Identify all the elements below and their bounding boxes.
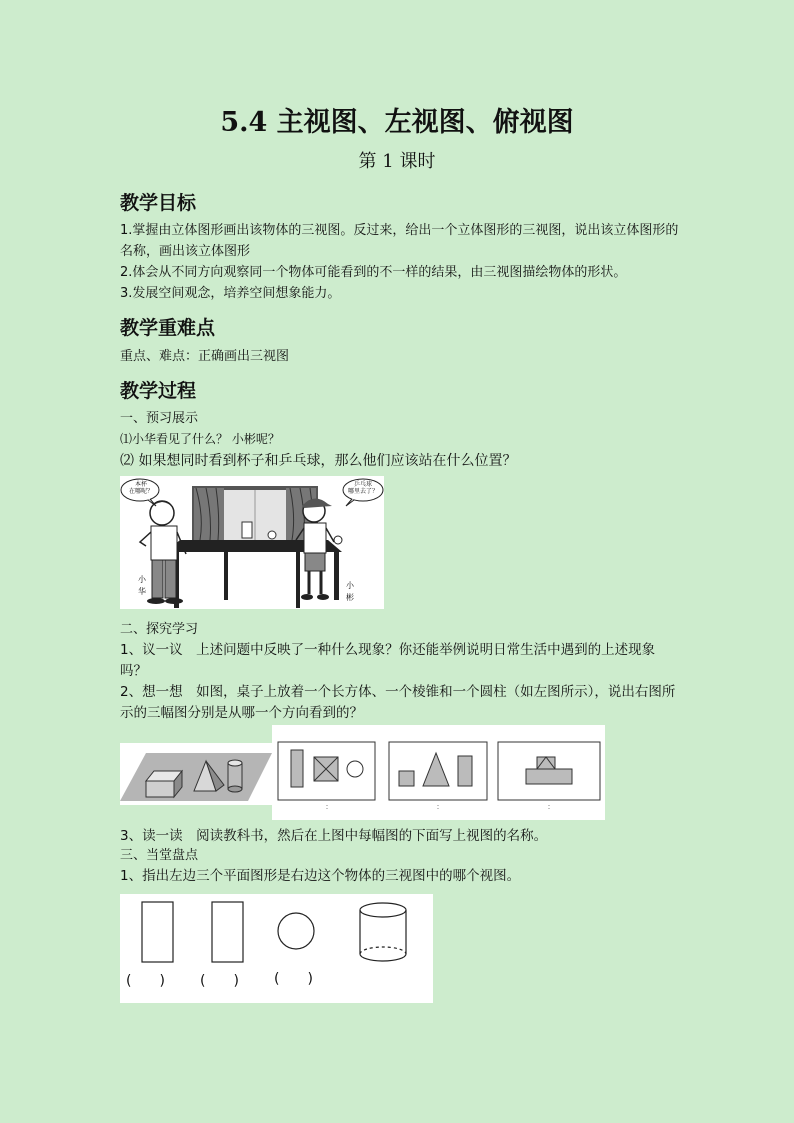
answer-bracket[interactable]: ( )	[200, 973, 239, 989]
goals-heading: 教学目标	[120, 192, 197, 214]
figure-cylinder-views	[120, 894, 433, 1003]
section3-item1: 1、指出左边三个平面图形是右边这个物体的三视图中的哪个视图。	[120, 868, 521, 884]
section2	[120, 619, 680, 724]
section2-item1: 1、议一议 上述问题中反映了一种什么现象？你还能举例说明日常生活中遇到的上述现象吗？	[120, 642, 656, 679]
goal-item: 2.体会从不同方向观察同一个物体可能看到的不一样的结果，由三视图描绘物体的形状。	[120, 265, 627, 280]
section1	[120, 409, 680, 471]
lesson-subtitle: 第 1 课时	[358, 151, 436, 172]
goal-item: 3.发展空间观念，培养空间想象能力。	[120, 286, 341, 301]
page-title: 5.4 主视图、左视图、俯视图	[220, 107, 574, 138]
bubble-right-text: 乒乓球 哪里去了？	[347, 481, 378, 495]
keypoints-heading: 教学重难点	[120, 317, 216, 339]
figure-solids-3d	[120, 743, 272, 805]
label-xiaohua: 小 华	[138, 575, 146, 596]
goals-list	[120, 220, 680, 304]
question-1: ⑴小华看见了什么？ 小彬呢？	[120, 432, 280, 446]
section2-title: 二、探究学习	[120, 622, 199, 637]
bubble-left-text: 本杯 在哪呢？	[128, 481, 153, 495]
section2-3	[120, 827, 680, 886]
figure-boys-table	[120, 476, 384, 609]
figure-three-views	[272, 725, 605, 820]
section2-item3: 3、读一读 阅读教科书，然后在上图中每幅图的下面写上视图的名称。	[120, 828, 548, 844]
answer-bracket[interactable]: ( )	[126, 973, 165, 989]
section1-title: 一、预习展示	[120, 411, 199, 426]
question-2: ⑵ 如果想同时看到杯子和乒乓球，那么他们应该站在什么位置？	[120, 453, 517, 469]
section3-title: 三、当堂盘点	[120, 848, 199, 863]
section2-item2: 2、想一想 如图，桌子上放着一个长方体、一个棱锥和一个圆柱（如左图所示），说出右图所示的三幅图分别是从哪一个方向看到的？	[120, 684, 676, 721]
label-xiaobin: 小 彬	[346, 581, 354, 602]
goal-item: 1.掌握由立体图形画出该物体的三视图。反过来，给出一个立体图形的三视图，说出该立体图形的名称，画出该立体图形	[120, 223, 679, 259]
keypoints-text: 重点、难点：正确画出三视图	[120, 349, 290, 364]
answer-bracket[interactable]: ( )	[274, 971, 313, 987]
process-heading: 教学过程	[120, 380, 197, 402]
